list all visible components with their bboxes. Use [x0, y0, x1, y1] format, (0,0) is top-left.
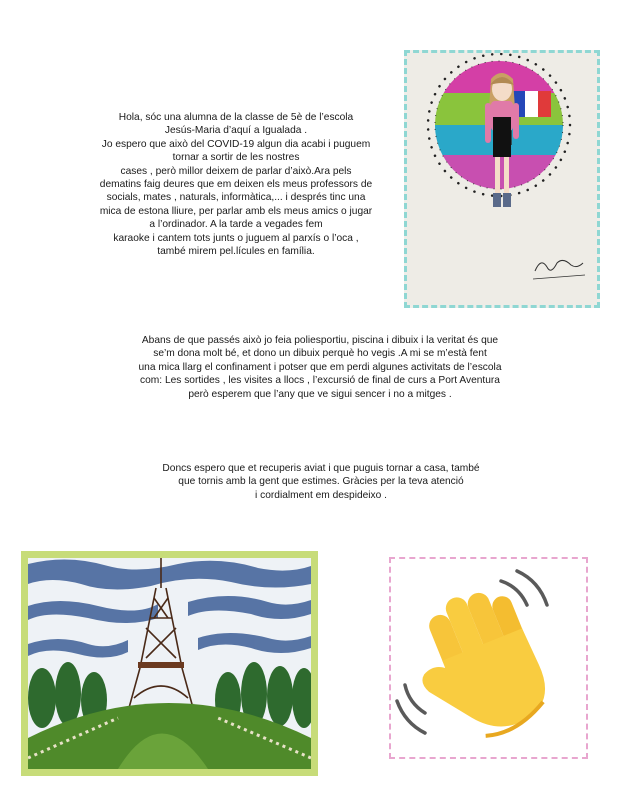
paragraph-intro — [66, 111, 406, 258]
text-line: però esperem que l’any que ve sigui sencer i no a mitges . — [188, 388, 452, 400]
text-line: dematins faig deures que em deixen els meus professors de — [99, 179, 373, 191]
text-line: i cordialment em despideixo . — [255, 489, 387, 501]
text-line: una mica llarg el confinament i potser que em perdi algunes activitats de l’escola — [138, 361, 502, 373]
text-line: karaoke i cantem tots junts o juguem al parxís o l’oca , — [113, 232, 359, 244]
text-line: Jo espero que això del COVID-19 algun dia acabi i puguem — [101, 138, 371, 150]
waving-hand-image — [389, 557, 588, 759]
text-line: tornar a sortir de les nostres — [172, 152, 300, 164]
eiffel-tower-painting-icon — [28, 558, 311, 769]
text-line: Doncs espero que et recuperis aviat i que puguis tornar a casa, també — [162, 463, 480, 474]
text-line: a l’ordinador. A la tarde a vegades fem — [149, 219, 323, 231]
text-line: Abans de que passés això jo feia poliesportiu, piscina i dibuix i la veritat és que — [141, 335, 499, 346]
text-line: mica de estona lliure, per parlar amb els meus amics o jugar — [99, 205, 373, 217]
paragraph-farewell — [126, 462, 516, 502]
girl-with-french-flag-drawing-icon — [407, 53, 597, 305]
girl-drawing-image — [404, 50, 600, 308]
paris-painting-image — [21, 551, 318, 776]
text-line: cases , però millor deixem de parlar d’això.Ara pels — [120, 165, 352, 177]
text-line: Hola, sóc una alumna de la classe de 5è de l’escola — [118, 112, 354, 123]
text-line: que tornis amb la gent que estimes. Gràcies per la teva atenció — [178, 476, 464, 488]
text-line: socials, mates , naturals, informàtica,... i després tinc una — [106, 192, 366, 204]
text-line: com: Les sortides , les visites a llocs , l’excursió de final de curs a Port Aventura — [140, 375, 500, 387]
waving-hand-icon — [391, 559, 586, 757]
text-line: Jesús-Maria d’aquí a Igualada . — [164, 125, 308, 137]
text-line: també mirem pel.lícules en família. — [157, 246, 315, 258]
text-line: se’m dona molt bé, et dono un dibuix perquè ho vegis .A mi se m’està fent — [153, 348, 487, 360]
paragraph-activities — [100, 334, 540, 401]
